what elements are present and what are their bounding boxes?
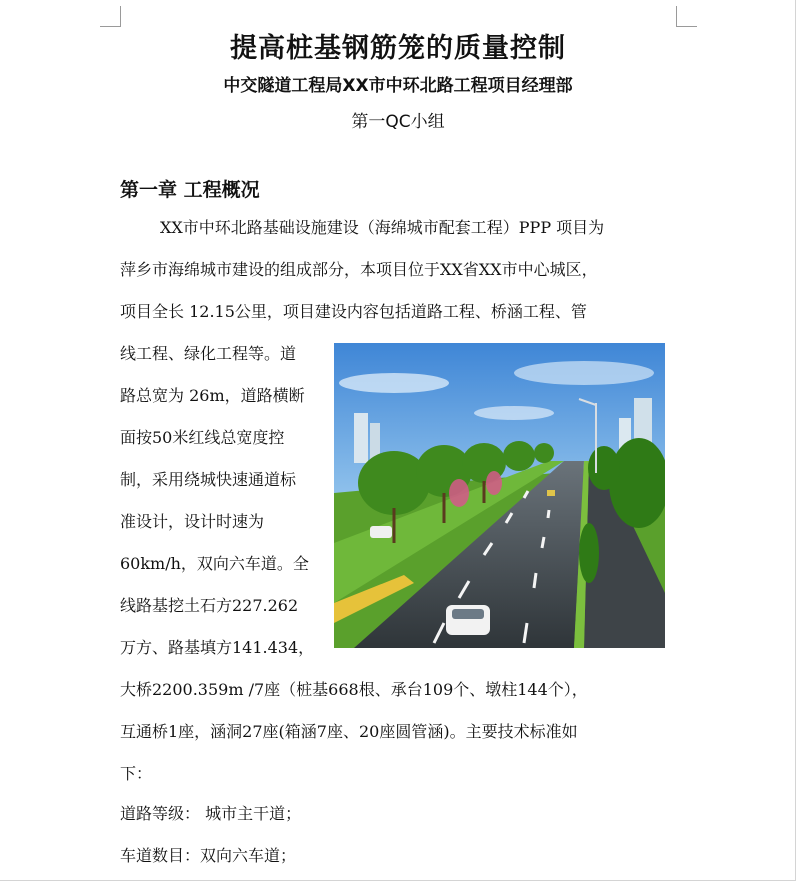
paragraph-line: 萍乡市海绵城市建设的组成部分，本项目位于XX省XX市中心城区，	[120, 260, 598, 279]
header-corner-mark-left	[100, 6, 121, 27]
paragraph-line: XX市中环北路基础设施建设（海绵城市配套工程）PPP 项目为	[160, 218, 605, 237]
road-rendering-image	[334, 343, 665, 648]
chapter-heading: 第一章 工程概况	[120, 179, 260, 201]
paragraph-line: 路总宽为 26m，道路横断	[120, 386, 305, 405]
spec-line: 车道数目：双向六车道；	[120, 846, 297, 865]
paragraph-line: 万方、路基填方141.434，	[120, 638, 315, 657]
document-title: 提高桩基钢筋笼的质量控制	[230, 33, 566, 64]
paragraph-line: 60km/h，双向六车道。全	[120, 554, 309, 573]
paragraph-line: 大桥2200.359m /7座（桩基668根、承台109个、墩柱144个），	[120, 680, 588, 699]
paragraph-line: 面按50米红线总宽度控	[120, 428, 285, 447]
paragraph-line: 线工程、绿化工程等。道	[120, 344, 297, 363]
paragraph-line: 制，采用绕城快速通道标	[120, 470, 297, 489]
paragraph-line: 下：	[120, 764, 153, 783]
paragraph-line: 准设计，设计时速为	[120, 512, 265, 531]
header-corner-mark-right	[676, 6, 697, 27]
qc-group-label: 第一QC小组	[351, 112, 445, 132]
document-subtitle: 中交隧道工程局XX市中环北路工程项目经理部	[223, 76, 573, 96]
spec-line: 道路等级： 城市主干道；	[120, 804, 302, 823]
paragraph-line: 项目全长 12.15公里，项目建设内容包括道路工程、桥涵工程、管	[120, 302, 587, 321]
paragraph-line: 互通桥1座，涵洞27座(箱涵7座、20座圆管涵)。主要技术标准如	[120, 722, 578, 741]
paragraph-line: 线路基挖土石方227.262	[120, 596, 299, 615]
